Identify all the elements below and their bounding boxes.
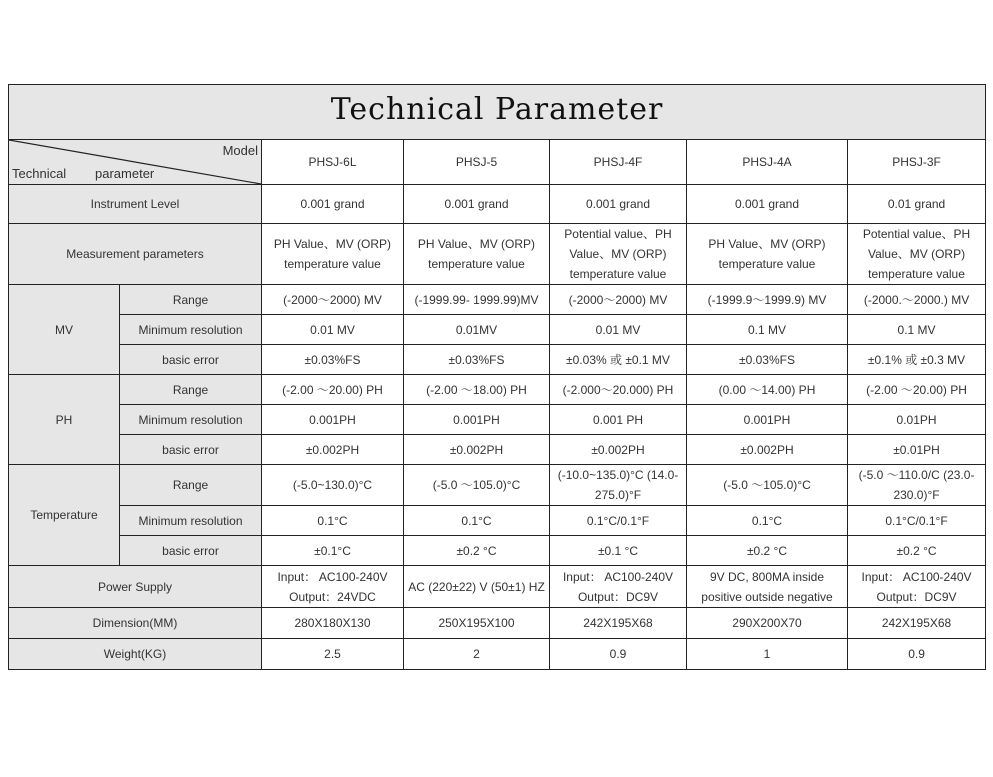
table-cell: (-1999.9～1999.9) MV — [687, 285, 848, 315]
table-cell: 0.9 — [848, 639, 986, 670]
dimension-label: Dimension(MM) — [9, 608, 262, 639]
temperature-range-label: Range — [120, 465, 262, 506]
table-cell: 0.01MV — [404, 315, 550, 345]
ph-range-row — [9, 375, 986, 405]
weight-label: Weight(KG) — [9, 639, 262, 670]
table-cell: (0.00 ～14.00) PH — [687, 375, 848, 405]
table-cell: (-2.00 ～18.00) PH — [404, 375, 550, 405]
table-cell: Potential value、PH Value、MV (ORP) temperature value — [550, 224, 687, 285]
table-cell: Input： AC100-240V Output：DC9V — [550, 566, 687, 608]
table-cell: 0.001 grand — [687, 185, 848, 224]
table-cell: 0.001 PH — [550, 405, 687, 435]
table-cell: 0.1°C/0.1°F — [848, 506, 986, 536]
model-header-row — [9, 140, 986, 185]
mv-error-label: basic error — [120, 345, 262, 375]
title-row — [9, 85, 986, 140]
temperature-resolution-label: Minimum resolution — [120, 506, 262, 536]
table-cell: 0.001 grand — [404, 185, 550, 224]
table-cell: (-5.0 ～105.0)°C — [687, 465, 848, 506]
ph-resolution-label: Minimum resolution — [120, 405, 262, 435]
table-cell: 9V DC, 800MA inside positive outside negative — [687, 566, 848, 608]
table-cell: PH Value、MV (ORP) temperature value — [687, 224, 848, 285]
temperature-error-row — [9, 536, 986, 566]
ph-error-row — [9, 435, 986, 465]
table-cell: Input： AC100-240V Output：24VDC — [262, 566, 404, 608]
table-cell: 0.001PH — [404, 405, 550, 435]
table-cell: PH Value、MV (ORP) temperature value — [404, 224, 550, 285]
table-cell: ±0.03%FS — [687, 345, 848, 375]
table-cell: (-5.0 ～105.0)°C — [404, 465, 550, 506]
table-cell: 0.01 MV — [550, 315, 687, 345]
table-cell: 0.01 grand — [848, 185, 986, 224]
table-cell: 0.01PH — [848, 405, 986, 435]
table-cell: (-2.00 ～20.00) PH — [262, 375, 404, 405]
ph-resolution-row — [9, 405, 986, 435]
mv-range-row — [9, 285, 986, 315]
ph-group-label: PH — [9, 375, 120, 465]
table-cell: (-2.000～20.000) PH — [550, 375, 687, 405]
model-header-4: PHSJ-4A — [687, 140, 848, 185]
corner-technical-label: Technical — [12, 166, 67, 181]
table-cell: ±0.002PH — [404, 435, 550, 465]
table-cell: PH Value、MV (ORP) temperature value — [262, 224, 404, 285]
mv-range-label: Range — [120, 285, 262, 315]
table-cell: ±0.2 °C — [687, 536, 848, 566]
table-cell: (-10.0~135.0)°C (14.0-275.0)°F — [550, 465, 687, 506]
table-cell: 2.5 — [262, 639, 404, 670]
model-header-5: PHSJ-3F — [848, 140, 986, 185]
temperature-range-row — [9, 465, 986, 506]
model-header-2: PHSJ-5 — [404, 140, 550, 185]
temperature-group-label: Temperature — [9, 465, 120, 566]
table-cell: (-1999.99- 1999.99)MV — [404, 285, 550, 315]
table-cell: 0.1°C — [262, 506, 404, 536]
model-header-3: PHSJ-4F — [550, 140, 687, 185]
model-header-1: PHSJ-6L — [262, 140, 404, 185]
table-cell: 2 — [404, 639, 550, 670]
table-cell: 0.1°C — [687, 506, 848, 536]
temperature-error-label: basic error — [120, 536, 262, 566]
power-supply-label: Power Supply — [9, 566, 262, 608]
measurement-parameters-label: Measurement parameters — [9, 224, 262, 285]
ph-range-label: Range — [120, 375, 262, 405]
table-cell: AC (220±22) V (50±1) HZ — [404, 566, 550, 608]
corner-parameter-label: parameter — [95, 166, 155, 181]
instrument-level-label: Instrument Level — [9, 185, 262, 224]
table-cell: ±0.2 °C — [848, 536, 986, 566]
table-cell: ±0.1% 或 ±0.3 MV — [848, 345, 986, 375]
table-cell: 290X200X70 — [687, 608, 848, 639]
table-title: Technical Parameter — [330, 91, 664, 127]
table-cell: ±0.2 °C — [404, 536, 550, 566]
instrument-level-row — [9, 185, 986, 224]
table-cell: 0.001PH — [687, 405, 848, 435]
table-cell: ±0.03%FS — [262, 345, 404, 375]
dimension-row — [9, 608, 986, 639]
table-cell: 0.001 grand — [262, 185, 404, 224]
measurement-parameters-row — [9, 224, 986, 285]
table-cell: 242X195X68 — [550, 608, 687, 639]
mv-resolution-row — [9, 315, 986, 345]
table-cell: (-2000～2000) MV — [262, 285, 404, 315]
table-cell: 0.1 MV — [848, 315, 986, 345]
table-cell: ±0.002PH — [550, 435, 687, 465]
mv-resolution-label: Minimum resolution — [120, 315, 262, 345]
table-cell: ±0.1 °C — [550, 536, 687, 566]
table-cell: ±0.03%FS — [404, 345, 550, 375]
mv-error-row — [9, 345, 986, 375]
table-cell: 250X195X100 — [404, 608, 550, 639]
table-cell: (-2000.～2000.) MV — [848, 285, 986, 315]
table-cell: ±0.002PH — [262, 435, 404, 465]
table-cell: 280X180X130 — [262, 608, 404, 639]
table-cell: ±0.002PH — [687, 435, 848, 465]
ph-error-label: basic error — [120, 435, 262, 465]
table-cell: ±0.01PH — [848, 435, 986, 465]
table-cell: (-5.0 ～110.0/C (23.0-230.0)°F — [848, 465, 986, 506]
table-cell: 0.001 grand — [550, 185, 687, 224]
weight-row — [9, 639, 986, 670]
table-cell: Potential value、PH Value、MV (ORP) temperature value — [848, 224, 986, 285]
table-cell: 0.01 MV — [262, 315, 404, 345]
mv-group-label: MV — [9, 285, 120, 375]
table-cell: ±0.1°C — [262, 536, 404, 566]
table-cell: 0.001PH — [262, 405, 404, 435]
table-cell: 0.1°C/0.1°F — [550, 506, 687, 536]
power-supply-row — [9, 566, 986, 608]
title-cell — [9, 85, 986, 140]
technical-parameter-table — [8, 84, 986, 670]
table-cell: 242X195X68 — [848, 608, 986, 639]
table-cell: 1 — [687, 639, 848, 670]
corner-header-cell — [9, 140, 262, 185]
temperature-resolution-row — [9, 506, 986, 536]
table-cell: 0.9 — [550, 639, 687, 670]
table-cell: (-5.0~130.0)°C — [262, 465, 404, 506]
corner-model-label: Model — [222, 143, 258, 158]
table-cell: 0.1 MV — [687, 315, 848, 345]
table-cell: 0.1°C — [404, 506, 550, 536]
table-cell: (-2000～2000) MV — [550, 285, 687, 315]
table-cell: ±0.03% 或 ±0.1 MV — [550, 345, 687, 375]
table-cell: Input： AC100-240V Output：DC9V — [848, 566, 986, 608]
table-cell: (-2.00 ～20.00) PH — [848, 375, 986, 405]
